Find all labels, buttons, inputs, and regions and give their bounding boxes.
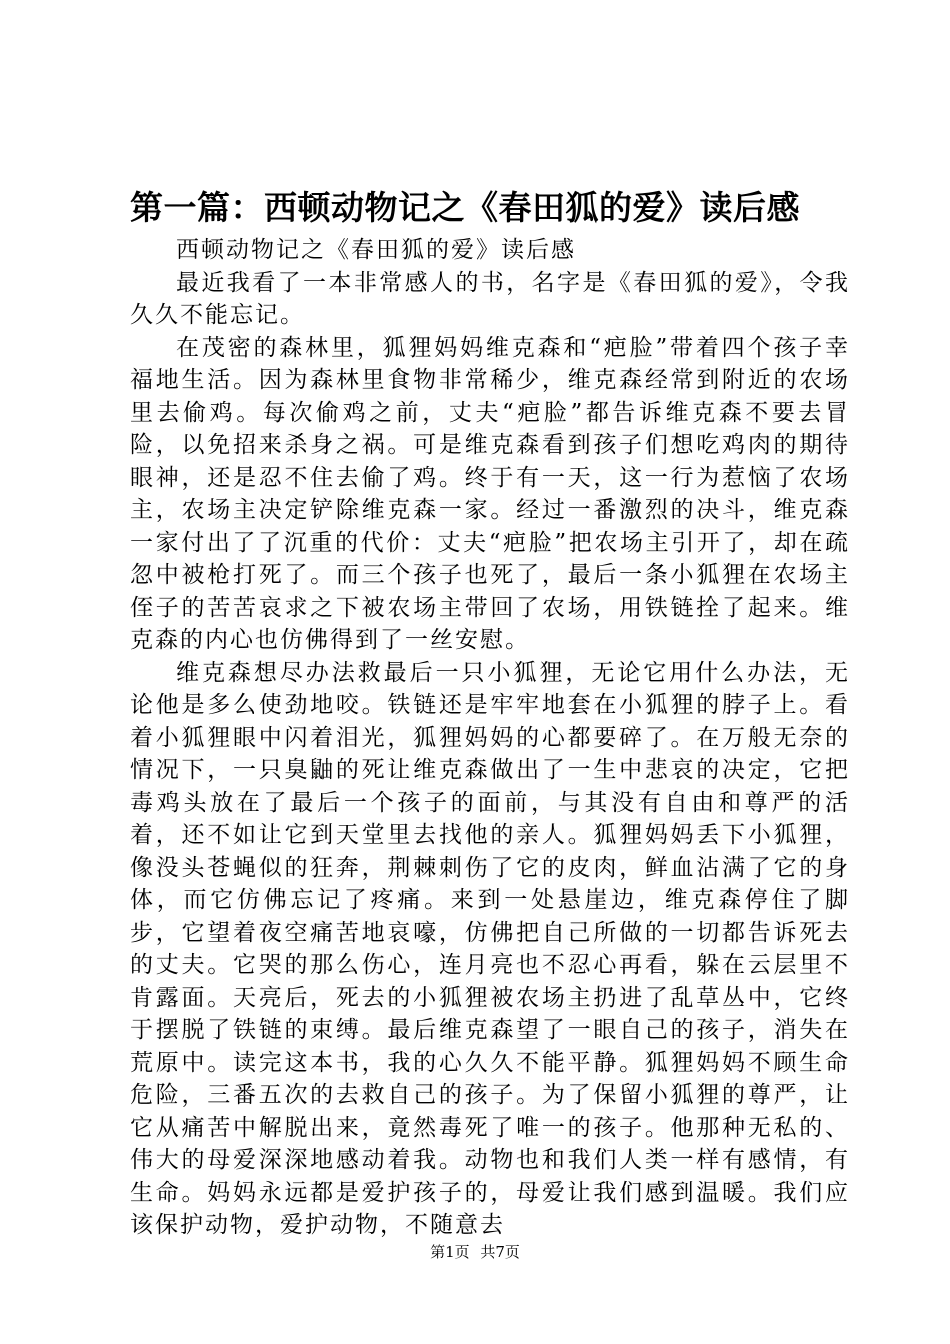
document-body	[130, 234, 850, 1242]
paragraph-intro: 最近我看了一本非常感人的书，名字是《春田狐的爱》，令我久久不能忘记。	[130, 269, 850, 328]
paragraph-subtitle: 西顿动物记之《春田狐的爱》读后感	[176, 237, 576, 263]
page-footer	[0, 1242, 950, 1262]
paragraph-reflection: 维克森想尽办法救最后一只小狐狸，无论它用什么办法，无论他是多么使劲地咬。铁链还是牢牢地套在小狐狸的脖子上。看着小狐狸眼中闪着泪光，狐狸妈妈的心都要碎了。在万般无奈的情况下，一只臭鼬的死让维克森做出了一生中悲哀的决定，它把毒鸡头放在了最后一个孩子的面前，与其没有自由和尊严的活着，还不如让它到天堂里去找他的亲人。狐狸妈妈丢下小狐狸，像没头苍蝇似的狂奔，荆棘刺伤了它的皮肉，鲜血沾满了它的身体，而它仿佛忘记了疼痛。来到一处悬崖边，维克森停住了脚步，它望着夜空痛苦地哀嚎，仿佛把自己所做的一切都告诉死去的丈夫。它哭的那么伤心，连月亮也不忍心再看，躲在云层里不肯露面。天亮后，死去的小狐狸被农场主扔进了乱草丛中，它终于摆脱了铁链的束缚。最后维克森望了一眼自己的孩子，消失在荒原中。读完这本书，我的心久久不能平静。狐狸妈妈不顾生命危险，三番五次的去救自己的孩子。为了保留小狐狸的尊严，让它从痛苦中解脱出来，竟然毒死了唯一的孩子。他那种无私的、伟大的母爱深深地感动着我。动物也和我们人类一样有感情，有生命。妈妈永远都是爱护孩子的，母爱让我们感到温暖。我们应该保护动物，爱护动物，不随意去	[130, 659, 850, 1238]
document-title: 第一篇：西顿动物记之《春田狐的爱》读后感	[130, 188, 800, 227]
page-total: 共7页	[480, 1243, 520, 1261]
paragraph-story: 在茂密的森林里，狐狸妈妈维克森和“疤脸”带着四个孩子幸福地生活。因为森林里食物非常稀少，维克森经常到附近的农场里去偷鸡。每次偷鸡之前，丈夫“疤脸”都告诉维克森不要去冒险，以免招来杀身之祸。可是维克森看到孩子们想吃鸡肉的期待眼神，还是忍不住去偷了鸡。终于有一天，这一行为惹恼了农场主，农场主决定铲除维克森一家。经过一番激烈的决斗，维克森一家付出了了沉重的代价：丈夫“疤脸”把农场主引开了，却在疏忽中被枪打死了。而三个孩子也死了，最后一条小狐狸在农场主侄子的苦苦哀求之下被农场主带回了农场，用铁链拴了起来。维克森的内心也仿佛得到了一丝安慰。	[130, 334, 850, 653]
page-number: 第1页	[430, 1243, 470, 1261]
